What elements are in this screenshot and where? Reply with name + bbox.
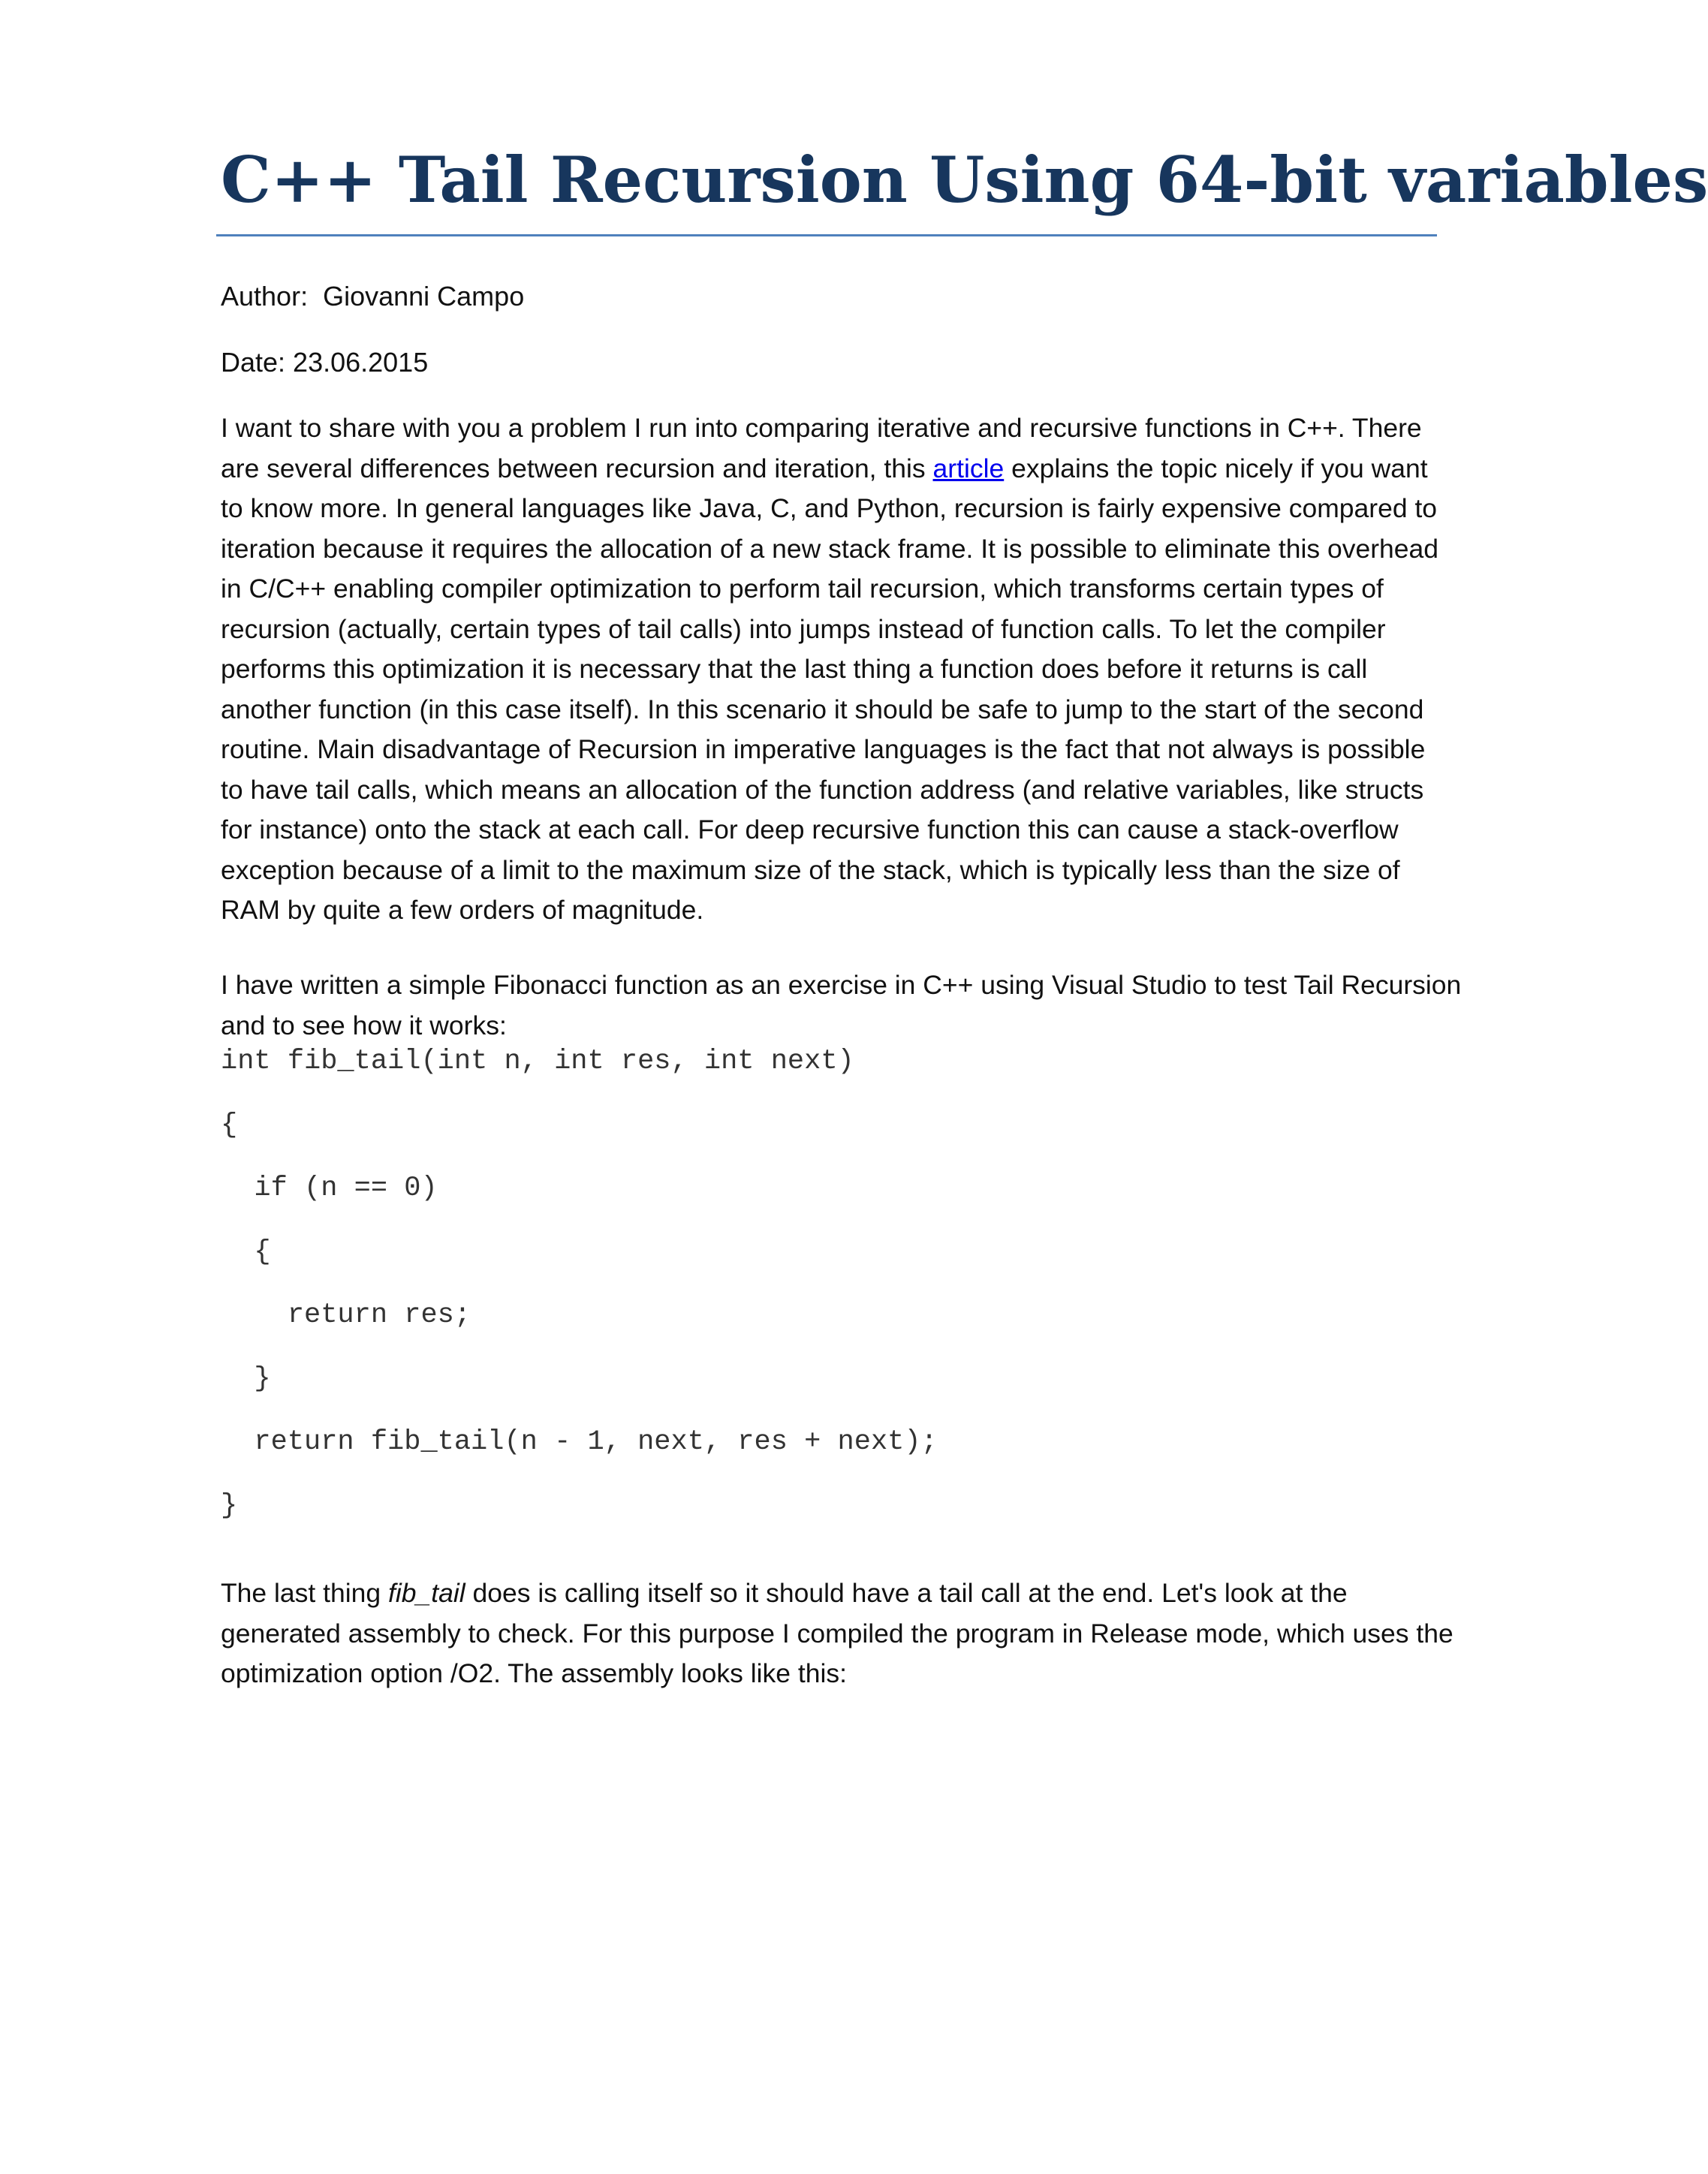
text-line: RAM by quite a few orders of magnitude. (221, 895, 704, 925)
text-segment: explains the topic nicely if you want (1004, 453, 1428, 483)
text-segment: The last thing (221, 1578, 388, 1608)
text-line-with-link (221, 449, 1438, 489)
document-page (221, 143, 1708, 1688)
text-line: for instance) onto the stack at each call. For deep recursive function this can cause a stack-overflow (221, 814, 1399, 845)
intro-paragraph (221, 408, 1438, 931)
text-line: I have written a simple Fibonacci function as an exercise in C++ using Visual Studio to test Tail Recursion (221, 970, 1462, 1000)
document-title: C++ Tail Recursion Using 64-bit variables (221, 143, 1708, 217)
author-line: Author: Giovanni Campo (221, 281, 525, 312)
text-segment: does is calling itself so it should have a tail call at the end. Let's look at the (465, 1578, 1348, 1608)
code-line: { (221, 1109, 238, 1141)
text-line: I want to share with you a problem I run into comparing iterative and recursive functions in C++. There (221, 413, 1422, 443)
text-line: in C/C++ enabling compiler optimization to perform tail recursion, which transforms certain types of (221, 574, 1384, 604)
text-line: another function (in this case itself). In this scenario it should be safe to jump to the start of the second (221, 694, 1424, 724)
function-name-emphasis: fib_tail (387, 1578, 465, 1608)
code-line: } (221, 1489, 238, 1522)
text-line: and to see how it works: (221, 1010, 507, 1040)
date-line: Date: 23.06.2015 (221, 347, 429, 378)
text-line: iteration because it requires the allocation of a new stack frame. It is possible to eliminate this overhead (221, 533, 1439, 564)
article-link[interactable]: article (932, 453, 1005, 483)
code-line: } (221, 1363, 271, 1395)
code-block (221, 1030, 938, 1537)
text-line: optimization option /O2. The assembly looks like this: (221, 1658, 847, 1688)
text-line: routine. Main disadvantage of Recursion in imperative languages is the fact that not always is possible (221, 734, 1426, 764)
text-line: exception because of a limit to the maximum size of the stack, which is typically less than the size of (221, 854, 1400, 885)
text-line: recursion (actually, certain types of tail calls) into jumps instead of function calls. To let the compiler (221, 613, 1386, 644)
code-line: return fib_tail(n - 1, next, res + next); (221, 1426, 938, 1458)
text-segment: are several differences between recursion and iteration, this (221, 453, 933, 483)
text-line: to have tail calls, which means an allocation of the function address (and relative variables, like structs (221, 774, 1424, 805)
code-line: int fib_tail(int n, int res, int next) (221, 1046, 854, 1077)
text-line: performs this optimization it is necessary that the last thing a function does before it returns is call (221, 654, 1368, 684)
code-line: { (221, 1236, 271, 1268)
text-line: generated assembly to check. For this purpose I compiled the program in Release mode, which uses the (221, 1618, 1453, 1649)
text-line-with-emphasis (221, 1573, 1438, 1614)
text-line: to know more. In general languages like Java, C, and Python, recursion is fairly expensive compared to (221, 493, 1438, 523)
title-underline-rule (216, 234, 1437, 236)
closing-paragraph (221, 1573, 1453, 1694)
code-line: return res; (221, 1299, 471, 1331)
code-line: if (n == 0) (221, 1173, 438, 1204)
